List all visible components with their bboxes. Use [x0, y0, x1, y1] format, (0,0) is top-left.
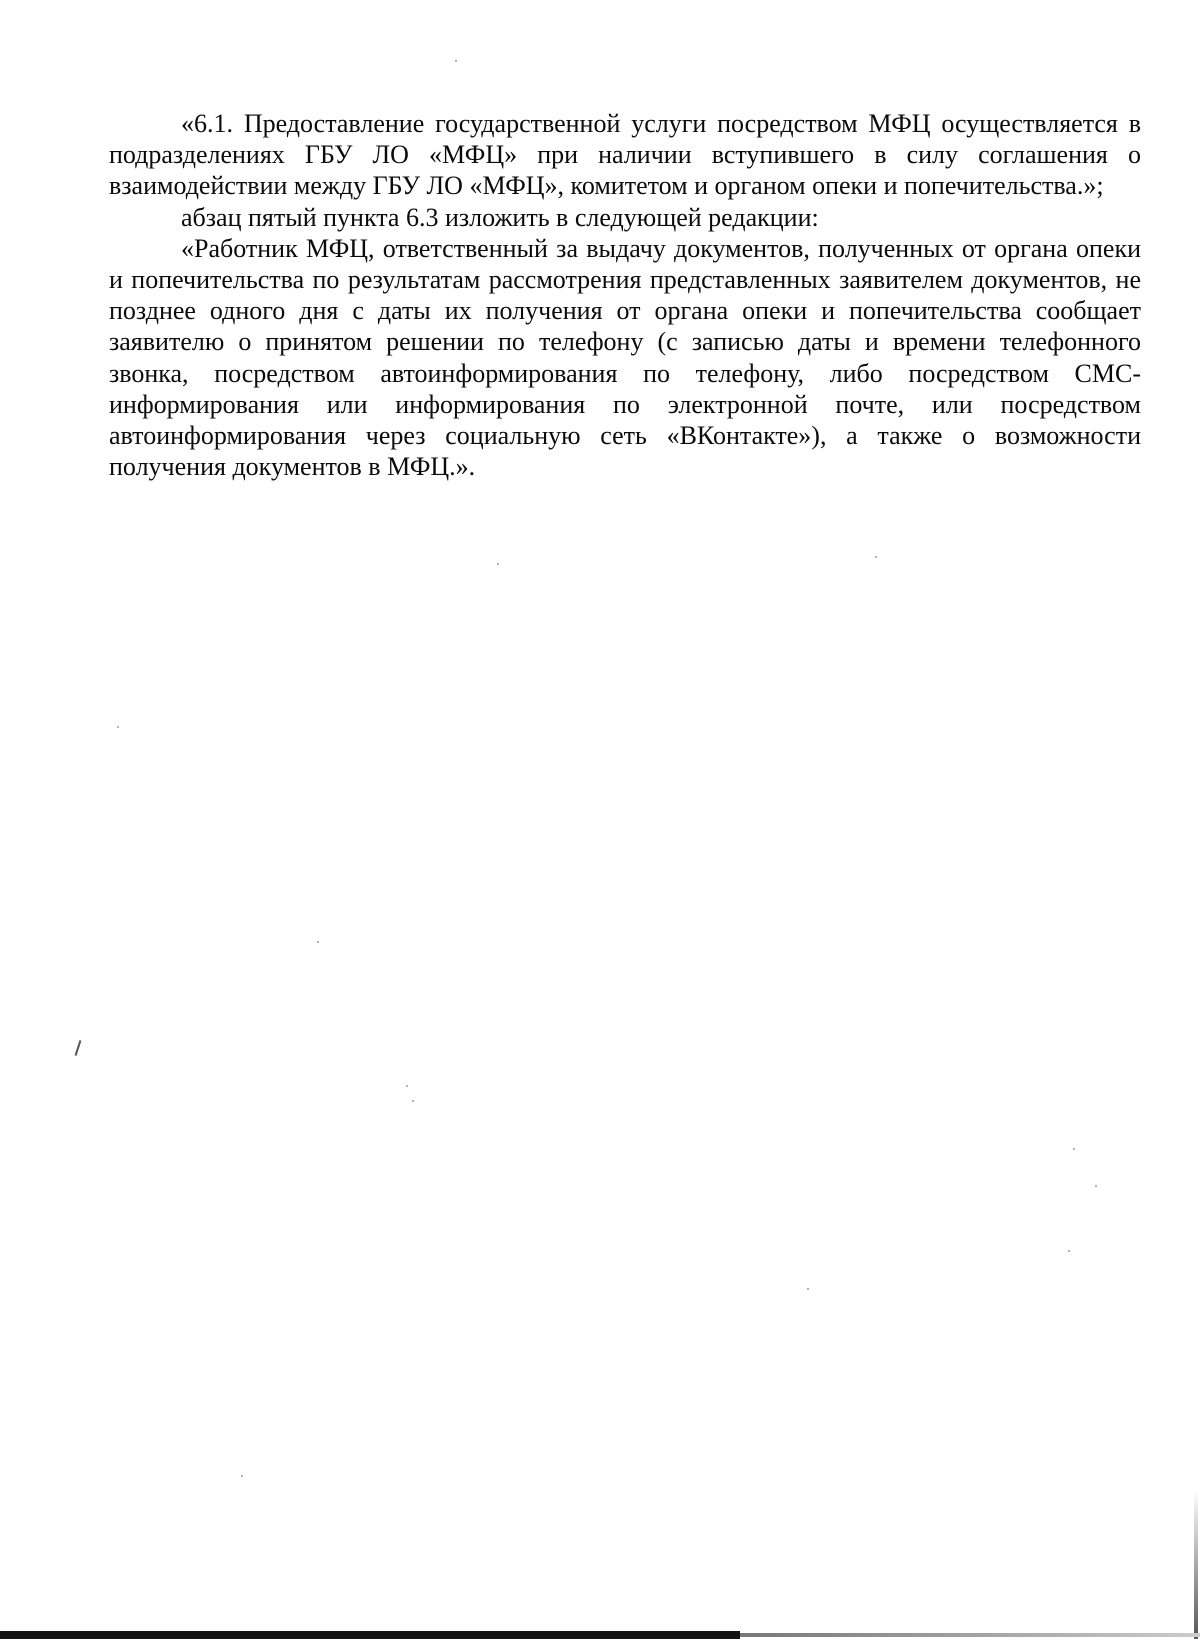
scan-speck: [1068, 1250, 1070, 1252]
scan-speck: [875, 556, 877, 558]
scan-speck: [406, 1085, 408, 1087]
scan-speck: [1095, 1185, 1097, 1187]
paragraph-mfc-worker: «Работник МФЦ, ответственный за выдачу документов, полученных от органа опеки и попечительства по результатам рассмотрения представленных заявителем документов, не позднее одного дня с даты их получения от органа опеки и попечительства сообщает заявителю о принятом решении по телефону (с записью даты и времени телефонного звонка, посредством автоинформирования по телефону, либо посредством СМС-информирования или информирования по электронной почте, или посредством автоинформирования через социальную сеть «ВКонтакте»), а также о возможности получения документов в МФЦ.».: [109, 233, 1141, 482]
scan-speck: [412, 1100, 414, 1102]
scan-speck: [317, 941, 319, 943]
scan-speck: [117, 726, 119, 728]
scan-speck: [455, 60, 457, 62]
paragraph-amendment-instruction: абзац пятый пункта 6.3 изложить в следующей редакции:: [181, 202, 819, 232]
paragraph-6-1: «6.1. Предоставление государственной услуги посредством МФЦ осуществляется в подразделениях ГБУ ЛО «МФЦ» при наличии вступившего в силу соглашения о взаимодействии между ГБУ ЛО «МФЦ», комитетом и органом опеки и попечительства.»;: [109, 109, 1141, 201]
scan-speck: [1073, 1148, 1075, 1150]
scan-speck: [807, 1288, 809, 1290]
scan-mark: [75, 1040, 82, 1056]
scan-edge: [1194, 1490, 1198, 1639]
scan-speck: [241, 1475, 243, 1477]
scan-border-bottom: [0, 1631, 740, 1639]
scan-speck: [497, 563, 499, 565]
document-body: [109, 108, 1141, 482]
scan-border-bottom-fade: [740, 1633, 1200, 1637]
